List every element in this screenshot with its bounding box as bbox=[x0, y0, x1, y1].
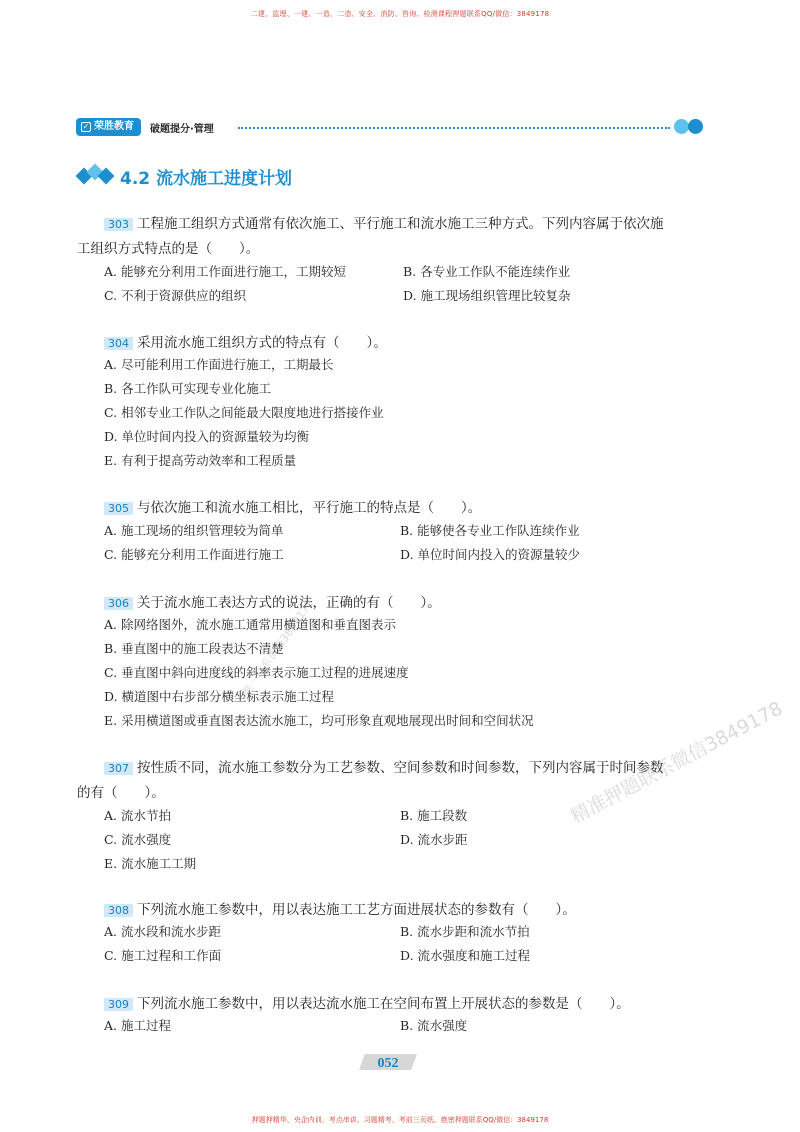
option-305-a: A. 施工现场的组织管理较为简单 bbox=[104, 523, 284, 538]
watermark-left: 唯一联系微信3849178 bbox=[239, 596, 317, 699]
option-307-c: C. 流水强度 bbox=[104, 832, 172, 847]
option-304-c: C. 相邻专业工作队之间能最大限度地进行搭接作业 bbox=[104, 405, 384, 420]
question-305-line-1: 305 与依次施工和流水施工相比，平行施工的特点是（ ）。 bbox=[104, 496, 481, 516]
option-307-a: A. 流水节拍 bbox=[104, 808, 171, 823]
option-305-d: D. 单位时间内投入的资源量较少 bbox=[400, 547, 581, 562]
option-304-e: E. 有利于提高劳动效率和工程质量 bbox=[104, 453, 297, 468]
option-305-c: C. 能够充分利用工作面进行施工 bbox=[104, 547, 284, 562]
question-number: 309 bbox=[104, 998, 133, 1011]
question-308-line-1: 308 下列流水施工参数中，用以表达施工工艺方面进展状态的参数有（ ）。 bbox=[104, 898, 576, 918]
watermark-right: 精准押题联系微信3849178 bbox=[566, 697, 787, 828]
bottom-advert-note: 押题押精华、央企内训、考点串讲、习题精考、考前三页纸、绝密押题联系QQ/微信：3849178 bbox=[251, 1116, 549, 1124]
option-304-b: B. 各工作队可实现专业化施工 bbox=[104, 381, 272, 396]
question-309-line-1: 309 下列流水施工参数中，用以表达流水施工在空间布置上开展状态的参数是（ ）。 bbox=[104, 992, 630, 1012]
option-308-b: B. 流水步距和流水节拍 bbox=[400, 924, 530, 939]
brand-mark-icon: ✓ bbox=[82, 122, 90, 131]
option-307-d: D. 流水步距 bbox=[400, 832, 468, 847]
brand-name: 荣胜教育 bbox=[94, 121, 134, 132]
question-number: 306 bbox=[104, 597, 133, 610]
question-number: 305 bbox=[104, 502, 133, 515]
option-308-c: C. 施工过程和工作面 bbox=[104, 948, 222, 963]
option-306-c: C. 垂直图中斜向进度线的斜率表示施工过程的进展速度 bbox=[104, 665, 409, 680]
option-308-d: D. 流水强度和施工过程 bbox=[400, 948, 531, 963]
top-advert-note: 二建、监理、一建、一造、二造、安全、消防、咨询、检测课程押题联系QQ/微信：3849178 bbox=[250, 10, 550, 18]
option-306-d: D. 横道图中右步部分横坐标表示施工过程 bbox=[104, 689, 335, 704]
question-307-line-1: 307 按性质不同，流水施工参数分为工艺参数、空间参数和时间参数，下列内容属于时间参数 bbox=[104, 756, 664, 776]
option-306-b: B. 垂直图中的施工段表达不清楚 bbox=[104, 641, 284, 656]
question-303-line-1: 303 工程施工组织方式通常有依次施工、平行施工和流水施工三种方式。下列内容属于依次施 bbox=[104, 212, 664, 232]
brand-logo bbox=[76, 118, 141, 136]
option-303-d: D. 施工现场组织管理比较复杂 bbox=[403, 288, 571, 303]
option-303-b: B. 各专业工作队不能连续作业 bbox=[403, 264, 571, 279]
page-header bbox=[76, 118, 708, 138]
option-303-a: A. 能够充分利用工作面进行施工，工期较短 bbox=[104, 264, 346, 279]
option-307-e: E. 流水施工工期 bbox=[104, 856, 197, 871]
section-title: 4.2 流水施工进度计划 bbox=[120, 168, 293, 189]
option-307-b: B. 施工段数 bbox=[400, 808, 468, 823]
option-308-a: A. 流水段和流水步距 bbox=[104, 924, 221, 939]
option-304-a: A. 尽可能利用工作面进行施工，工期最长 bbox=[104, 357, 334, 372]
question-306-line-1: 306 关于流水施工表达方式的说法，正确的有（ ）。 bbox=[104, 591, 441, 611]
option-309-b: B. 流水强度 bbox=[400, 1018, 468, 1033]
option-309-a: A. 施工过程 bbox=[104, 1018, 171, 1033]
question-number: 303 bbox=[104, 218, 133, 231]
header-circles-icon bbox=[672, 119, 708, 135]
book-subject: 破题提分·管理 bbox=[150, 124, 214, 135]
puzzle-decoration-icon bbox=[78, 166, 112, 186]
option-306-e: E. 采用横道图或垂直图表达流水施工，均可形象直观地展现出时间和空间状况 bbox=[104, 713, 534, 728]
option-305-b: B. 能够使各专业工作队连续作业 bbox=[400, 523, 580, 538]
option-304-d: D. 单位时间内投入的资源量较为均衡 bbox=[104, 429, 310, 444]
option-303-c: C. 不利于资源供应的组织 bbox=[104, 288, 247, 303]
option-306-a: A. 除网络图外，流水施工通常用横道图和垂直图表示 bbox=[104, 617, 396, 632]
question-303-line-2: 工组织方式特点的是（ ）。 bbox=[77, 241, 260, 257]
question-304-line-1: 304 采用流水施工组织方式的特点有（ ）。 bbox=[104, 331, 387, 351]
question-307-line-2: 的有（ ）。 bbox=[77, 785, 165, 801]
question-number: 304 bbox=[104, 337, 133, 350]
question-number: 308 bbox=[104, 904, 133, 917]
section-heading bbox=[78, 163, 292, 189]
page-number: 052 bbox=[359, 1052, 417, 1072]
question-number: 307 bbox=[104, 762, 133, 775]
header-dotted-rule bbox=[238, 127, 670, 129]
